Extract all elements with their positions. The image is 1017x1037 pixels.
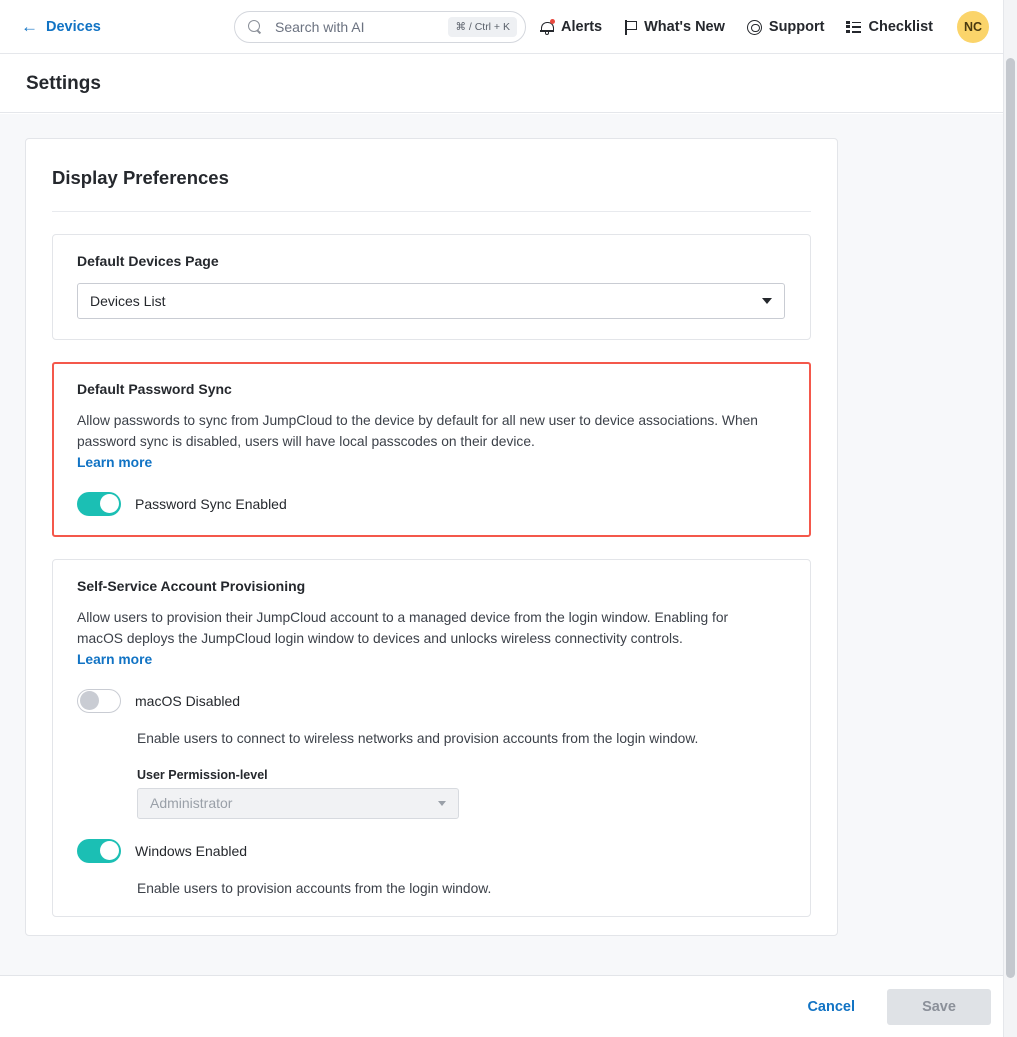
default-devices-page-select[interactable] xyxy=(77,283,785,319)
alert-badge-dot xyxy=(550,19,555,24)
default-devices-page-select-value: Devices List xyxy=(90,293,166,309)
nav-item-support[interactable] xyxy=(747,19,825,35)
windows-help-text: Enable users to provision accounts from the login window. xyxy=(137,880,492,896)
toggle-knob xyxy=(100,494,119,513)
bell-clapper xyxy=(545,32,549,35)
password-sync-description: Allow passwords to sync from JumpCloud to the device by default for all new user to device associations. When password sync is disabled, users will have local passcodes on their device. xyxy=(77,413,758,449)
toggle-knob xyxy=(80,691,99,710)
nav-item-support-label: Support xyxy=(768,19,825,35)
self-service-learn-more-link[interactable]: Learn more xyxy=(77,651,153,667)
default-devices-page-title: Default Devices Page xyxy=(77,253,219,269)
panel-self-service-provisioning xyxy=(52,559,811,917)
password-sync-title: Default Password Sync xyxy=(77,381,232,397)
nav-item-whats-new[interactable] xyxy=(624,19,725,35)
panel-default-password-sync xyxy=(52,362,811,537)
windows-toggle-row xyxy=(77,839,786,863)
lifebuoy-icon xyxy=(747,20,762,35)
password-sync-toggle[interactable] xyxy=(77,492,121,516)
cancel-button[interactable]: Cancel xyxy=(801,998,861,1016)
user-permission-level-select[interactable] xyxy=(137,788,459,819)
page-scrollbar[interactable] xyxy=(1003,0,1017,1037)
page-title: Settings xyxy=(26,72,101,94)
card-bottom-spacer xyxy=(52,917,811,935)
user-permission-level-value: Administrator xyxy=(150,795,233,812)
macos-settings-group xyxy=(137,731,786,819)
chevron-down-icon xyxy=(762,298,772,304)
windows-toggle-label: Windows Enabled xyxy=(135,842,248,859)
user-permission-level-label: User Permission-level xyxy=(137,767,268,782)
display-preferences-card xyxy=(25,138,838,936)
search-bar[interactable] xyxy=(234,11,526,43)
search-icon xyxy=(248,20,263,35)
top-nav xyxy=(540,0,933,54)
chevron-down-icon xyxy=(438,801,446,806)
arrow-left-icon: ← xyxy=(21,17,38,36)
password-sync-learn-more-link[interactable]: Learn more xyxy=(77,454,153,470)
action-footer xyxy=(0,975,1003,1037)
password-sync-toggle-row xyxy=(77,492,786,516)
nav-item-whats-new-label: What's New xyxy=(644,19,725,35)
panel-default-devices-page xyxy=(52,234,811,340)
nav-item-checklist[interactable] xyxy=(846,19,932,35)
back-link-label: Devices xyxy=(46,18,101,35)
search-input[interactable] xyxy=(273,18,438,36)
password-sync-toggle-label: Password Sync Enabled xyxy=(135,495,287,512)
card-title: Display Preferences xyxy=(52,139,811,212)
bell-icon xyxy=(540,20,554,35)
top-bar xyxy=(0,0,1003,54)
nav-item-alerts[interactable] xyxy=(540,19,602,35)
windows-settings-group xyxy=(137,881,786,896)
nav-item-alerts-label: Alerts xyxy=(561,19,603,35)
checklist-icon xyxy=(846,21,861,34)
self-service-description: Allow users to provision their JumpCloud account to a managed device from the login window. Enabling for macOS deploys the JumpCloud login window to devices and unlocks wireless connectivity controls. xyxy=(77,609,729,646)
windows-provisioning-toggle[interactable] xyxy=(77,839,121,863)
back-to-devices-link[interactable] xyxy=(21,18,101,35)
page-scrollbar-thumb[interactable] xyxy=(1006,58,1015,978)
avatar[interactable]: NC xyxy=(957,11,989,43)
toggle-knob xyxy=(100,841,119,860)
search-shortcut-hint: ⌘ / Ctrl + K xyxy=(448,17,517,37)
settings-body xyxy=(0,114,1003,1037)
self-service-title: Self-Service Account Provisioning xyxy=(77,577,306,594)
nav-item-checklist-label: Checklist xyxy=(868,19,933,35)
macos-provisioning-toggle[interactable] xyxy=(77,689,121,713)
save-button[interactable]: Save xyxy=(887,989,991,1025)
macos-toggle-label: macOS Disabled xyxy=(135,692,241,709)
macos-help-text: Enable users to connect to wireless networks and provision accounts from the login window. xyxy=(137,730,699,746)
page-header xyxy=(0,55,1003,113)
macos-toggle-row xyxy=(77,689,786,713)
flag-icon xyxy=(624,20,637,35)
